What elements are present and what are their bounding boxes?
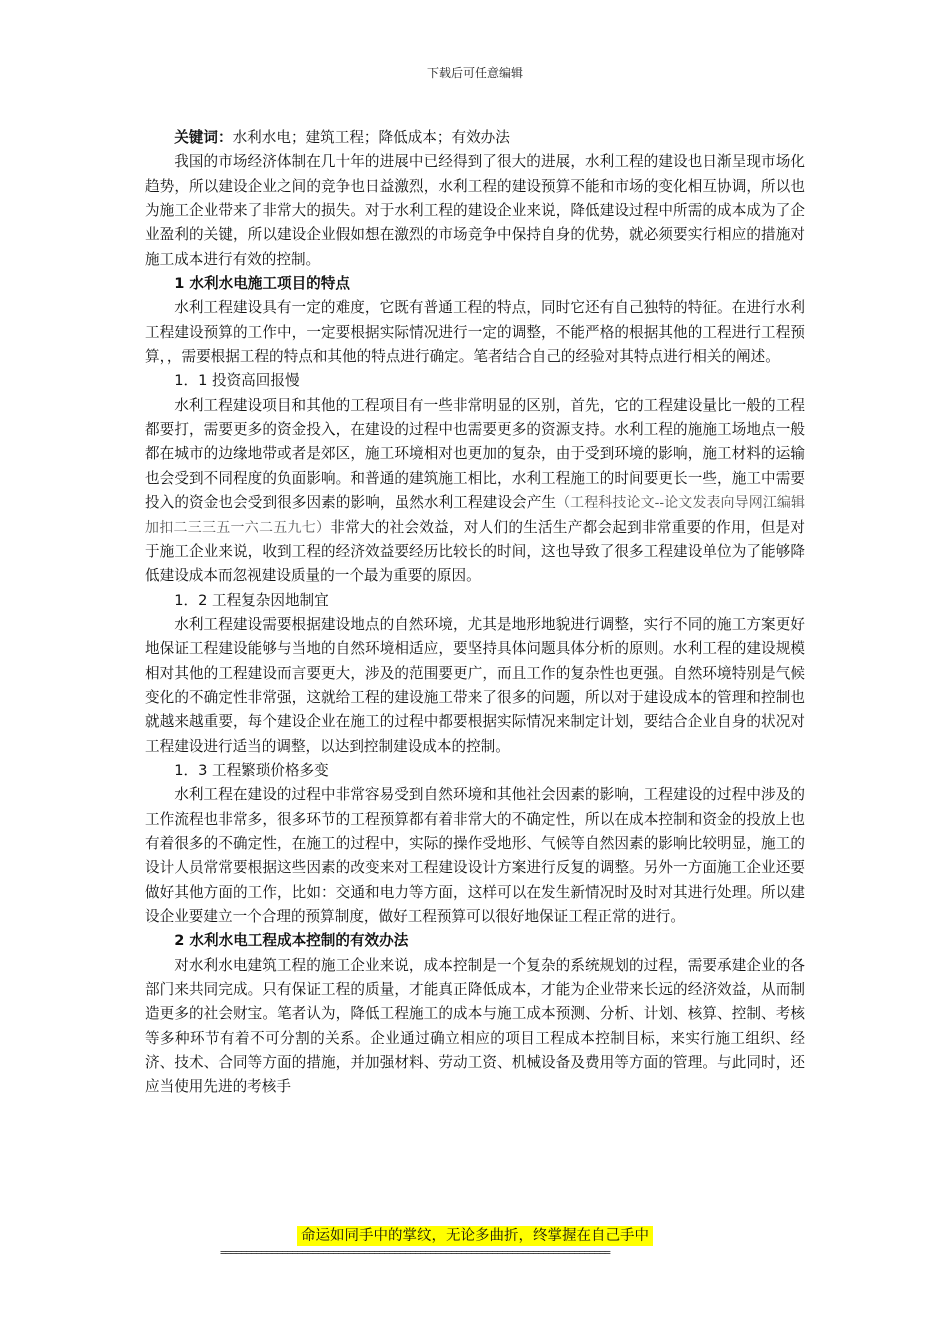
section11-text-b: 非常大的社会效益，对人们的生活生产都会起到非常重要的作用，但是对于施工企业来说，收到工程的经济效益要经历比较长的时间，这也导致了很多工程建设单位为了能够降低建设成本而忽视建设质量的一个最为重要的原因。: [145, 518, 805, 585]
section13-heading: 1．3 工程繁琐价格多变: [174, 761, 329, 779]
section2-heading: 2 水利水电工程成本控制的有效办法: [174, 932, 409, 950]
section11-paragraph: [145, 394, 805, 589]
page-header: 下载后可任意编辑: [426, 66, 523, 80]
keywords-label: 关键词：: [174, 129, 233, 146]
keywords-line: [145, 126, 805, 150]
keywords-text: 水利水电；建筑工程；降低成本；有效办法: [232, 129, 510, 146]
intro-paragraph: 我国的市场经济体制在几十年的进展中已经得到了很大的进展，水利工程的建设也日渐呈现市场化趋势，所以建设企业之间的竞争也日益激烈，水利工程的建设预算不能和市场的变化相互协调，所以也为施工企业带来了非常大的损失。对于水利工程的建设企业来说，降低建设过程中所需的成本成为了企业盈利的关键，所以建设企业假如想在激烈的市场竞争中保持自身的优势，就必须要实行相应的措施对施工成本进行有效的控制。: [145, 153, 805, 268]
section1-intro: 水利工程建设具有一定的难度，它既有普通工程的特点，同时它还有自己独特的特征。在进行水利工程建设预算的工作中，一定要根据实际情况进行一定的调整，不能严格的根据其他的工程进行工程预算，，需要根据工程的特点和其他的特点进行确定。笔者结合自己的经验对其特点进行相关的阐述。: [145, 299, 805, 366]
section12-heading: 1．2 工程复杂因地制宜: [174, 591, 329, 609]
footer: [0, 1226, 950, 1246]
document-body: [145, 126, 805, 1100]
section1-heading: 1 水利水电施工项目的特点: [174, 275, 350, 293]
section11-text-a: 水利工程建设项目和其他的工程项目有一些非常明显的区别，首先，它的工程建设量比一般的工程都要打，需要更多的资金投入，在建设的过程中也需要更多的资源支持。水利工程的施施工场地点一般都在城市的边缘地带或者是郊区，施工环境相对也更加的复杂，由于受到环境的影响，施工材料的运输也会受到不同程度的负面影响。和普通的建筑施工相比，水利工程施工的时间要更长一些，施工中需要投入的资金也会受到很多因素的影响，虽然水利工程建设会产生: [145, 396, 805, 512]
section2-paragraph: 对水利水电建筑工程的施工企业来说，成本控制是一个复杂的系统规划的过程，需要承建企业的各部门来共同完成。只有保证工程的质量，才能真正降低成本，才能为企业带来长远的经济效益，从而制造更多的社会财宝。笔者认为，降低工程施工的成本与施工成本预测、分析、计划、核算、控制、考核等多种环节有着不可分割的关系。企业通过确立相应的项目工程成本控制目标，来实行施工组织、经济、技术、合同等方面的措施，并加强材料、劳动工资、机械设备及费用等方面的管理。与此同时，还应当使用先进的考核手: [145, 956, 805, 1096]
section11-aside: （工程科技论文--论文发表向导网江编辑加扣二三三五一六二五九七）: [145, 495, 805, 536]
section12-paragraph: 水利工程建设需要根据建设地点的自然环境，尤其是地形地貌进行调整，实行不同的施工方案更好地保证工程建设能够与当地的自然环境相适应，要坚持具体问题具体分析的原则。水利工程的建设规模相对其他的工程建设而言要更大，涉及的范围要更广，而且工作的复杂性也更强。自然环境特别是气候变化的不确定性非常强，这就给工程的建设施工带来了很多的问题，所以对于建设成本的管理和控制也就越来越重要，每个建设企业在施工的过程中都要根据实际情况来制定计划，要结合企业自身的状况对工程建设进行适当的调整，以达到控制建设成本的控制。: [145, 615, 805, 755]
footer-motto: 命运如同手中的掌纹，无论多曲折，终掌握在自己手中: [297, 1226, 653, 1246]
section11-heading: 1．1 投资高回报慢: [174, 372, 300, 390]
section13-paragraph: 水利工程在建设的过程中非常容易受到自然环境和其他社会因素的影响，工程建设的过程中涉及的工作流程也非常多，很多环节的工程预算都有着非常大的不确定性，所以在成本控制和资金的投放上也有着很多的不确定性，在施工的过程中，实际的操作受地形、气候等自然因素的影响比较明显，施工的设计人员常常要根据这些因素的改变来对工程建设设计方案进行反复的调整。另外一方面施工企业还要做好其他方面的工作，比如：交通和电力等方面，这样可以在发生新情况时及时对其进行处理。所以建设企业要建立一个合理的预算制度，做好工程预算可以很好地保证工程正常的进行。: [145, 786, 805, 925]
footer-rule: ============================================================================: [220, 1246, 610, 1259]
